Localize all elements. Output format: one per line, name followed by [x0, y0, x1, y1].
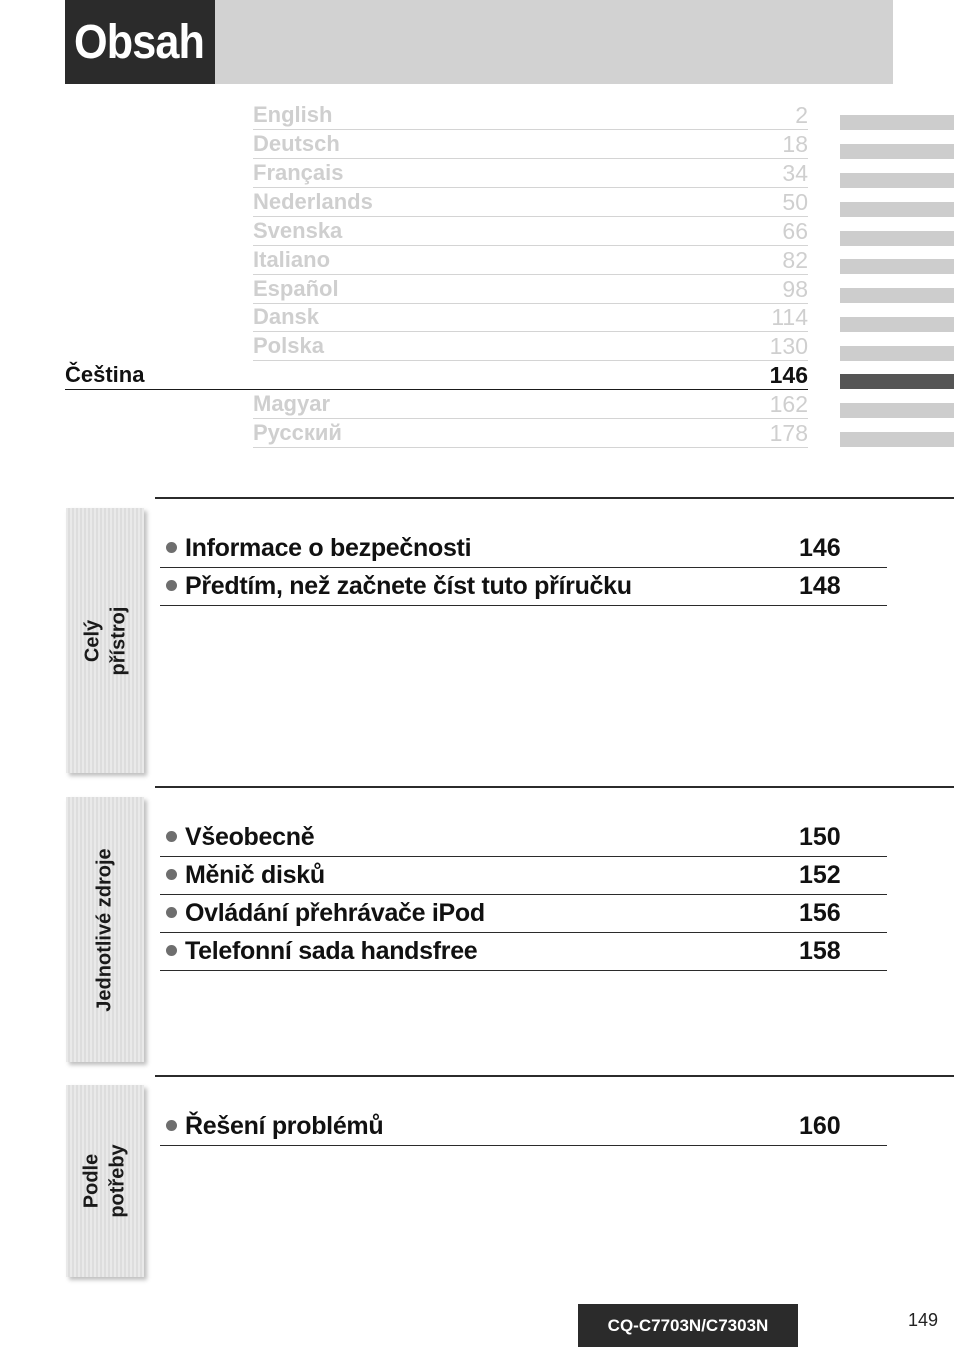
language-name: Deutsch [253, 131, 340, 156]
model-number-badge: CQ-C7703N/C7303N [578, 1304, 798, 1347]
bullet-icon [166, 907, 177, 918]
language-name: Čeština [65, 362, 145, 387]
toc-entry-page: 152 [799, 861, 841, 889]
toc-entry-title: Informace o bezpečnosti [185, 534, 472, 562]
toc-entry-title: Ovládání přehrávače iPod [185, 899, 485, 927]
language-tab-espanol[interactable] [840, 288, 954, 303]
toc-entry[interactable] [160, 818, 887, 857]
language-page: 2 [795, 102, 808, 128]
section-tab-individual-sources [66, 797, 144, 1062]
language-name: Español [253, 276, 339, 301]
toc-entry[interactable] [160, 856, 887, 895]
section-divider [155, 786, 954, 788]
toc-entry[interactable] [160, 567, 887, 606]
toc-entry-page: 146 [799, 534, 841, 562]
section-label: Podle potřeby [81, 1144, 129, 1218]
language-name: Nederlands [253, 189, 373, 214]
language-page: 34 [782, 160, 808, 186]
language-row-svenska[interactable] [253, 216, 808, 246]
language-page: 178 [769, 420, 808, 446]
toc-entry[interactable] [160, 894, 887, 933]
bullet-icon [166, 542, 177, 553]
toc-entry-title: Telefonní sada handsfree [185, 937, 478, 965]
language-row-deutsch[interactable] [253, 129, 808, 159]
page-number: 149 [908, 1310, 939, 1330]
language-page: 130 [769, 333, 808, 359]
toc-entry-title: Předtím, než začnete číst tuto příručku [185, 572, 632, 600]
language-tab-russian[interactable] [840, 432, 954, 447]
language-name: Svenska [253, 218, 343, 243]
language-row-polska[interactable] [253, 331, 808, 361]
toc-entry-page: 158 [799, 937, 841, 965]
language-tab-english[interactable] [840, 115, 954, 130]
language-name: Русский [253, 420, 342, 445]
language-name: Polska [253, 333, 324, 358]
language-tab-italiano[interactable] [840, 259, 954, 274]
toc-entry-page: 156 [799, 899, 841, 927]
language-row-nederlands[interactable] [253, 187, 808, 217]
section-divider [155, 1075, 954, 1077]
language-tab-magyar[interactable] [840, 403, 954, 418]
language-tab-francais[interactable] [840, 173, 954, 188]
bullet-icon [166, 580, 177, 591]
language-name: English [253, 102, 333, 127]
language-row-italiano[interactable] [253, 245, 808, 275]
section-tab-as-needed [66, 1085, 144, 1277]
bullet-icon [166, 945, 177, 956]
language-tab-dansk[interactable] [840, 317, 954, 332]
language-row-russian[interactable] [253, 418, 808, 448]
language-page: 98 [782, 276, 808, 302]
toc-entry[interactable] [160, 529, 887, 568]
bullet-icon [166, 869, 177, 880]
language-tab-svenska[interactable] [840, 231, 954, 246]
toc-entry[interactable] [160, 932, 887, 971]
section-tab-whole-unit [66, 508, 144, 773]
language-page: 114 [771, 304, 808, 330]
language-row-magyar[interactable] [253, 389, 808, 419]
language-name: Magyar [253, 391, 331, 416]
bullet-icon [166, 831, 177, 842]
language-tab-deutsch[interactable] [840, 144, 954, 159]
toc-entry-title: Měnič disků [185, 861, 325, 889]
language-page: 18 [782, 131, 808, 157]
language-tab-nederlands[interactable] [840, 202, 954, 217]
language-page: 66 [782, 218, 808, 244]
language-row-espanol[interactable] [253, 274, 808, 304]
toc-entry-page: 150 [799, 823, 841, 851]
language-name: Italiano [253, 247, 331, 272]
toc-entry-page: 148 [799, 572, 841, 600]
language-tab-cestina-active[interactable] [840, 374, 954, 389]
language-page: 82 [782, 247, 808, 273]
bullet-icon [166, 1120, 177, 1131]
language-page: 162 [769, 391, 808, 417]
section-label: Jednotlivé zdroje [94, 847, 116, 1012]
language-name: Français [253, 160, 344, 185]
language-row-dansk[interactable] [253, 302, 808, 332]
language-row-francais[interactable] [253, 158, 808, 188]
toc-entry-title: Všeobecně [185, 823, 315, 851]
language-row-cestina[interactable] [65, 360, 808, 390]
section-divider [155, 497, 954, 499]
language-tab-polska[interactable] [840, 346, 954, 361]
toc-entry[interactable] [160, 1107, 887, 1146]
language-page: 50 [782, 189, 808, 215]
toc-entry-title: Řešení problémů [185, 1112, 384, 1140]
language-page: 146 [769, 362, 808, 388]
page-title: Obsah [74, 16, 204, 69]
language-name: Dansk [253, 304, 320, 329]
toc-entry-page: 160 [799, 1112, 841, 1140]
language-row-english[interactable] [253, 100, 808, 130]
section-label: Celý přístroj [81, 606, 129, 675]
